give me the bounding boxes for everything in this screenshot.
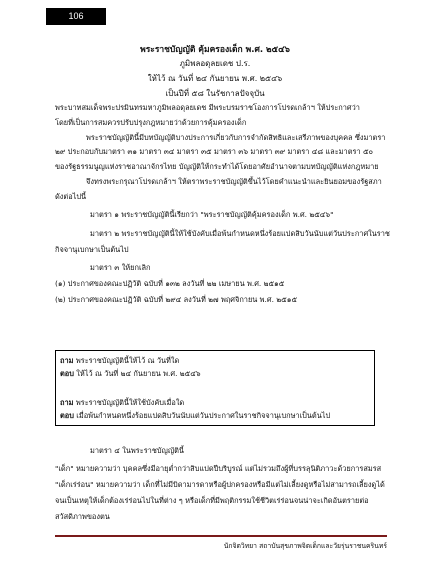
qa-answer-text: เมื่อพ้นกำหนดหนึ่งร้อยแปดสิบวันนับแต่วันประกาศในราชกิจจานุเบกษาเป็นต้นไป bbox=[76, 411, 331, 420]
qa-answer-text: ให้ไว้ ณ วันที่ ๒๔ กันยายน พ.ศ. ๒๕๔๖ bbox=[76, 369, 201, 378]
footer-text: นักจิตวิทยา สถาบันสุขภาพจิตเด็กและวัยรุ่นราชนครินทร์ bbox=[223, 542, 387, 550]
qa-question-text: พระราชบัญญัตินี้ให้ใช้บังคับเมื่อใด bbox=[75, 398, 185, 407]
king-name: ภูมิพลอดุลยเดช ป.ร. bbox=[179, 59, 251, 68]
qa-answer bbox=[60, 368, 201, 380]
preamble-line: พระราชบัญญัตินี้มีบทบัญญัติบางประการเกี่ยวกับการจำกัดสิทธิและเสรีภาพของบุคคล ซึ่งมาตรา bbox=[86, 133, 386, 142]
preamble-line: พระบาทสมเด็จพระปรมินทรมหาภูมิพลอดุลยเดช มีพระบรมราชโองการโปรดเกล้าฯ ให้ประกาศว่า bbox=[55, 103, 360, 112]
section-2-cont: กิจจานุเบกษาเป็นต้นไป bbox=[55, 245, 129, 254]
qa-question bbox=[60, 355, 179, 367]
section-3-item-2: (๒) ประกาศของคณะปฏิวัติ ฉบับที่ ๒๙๔ ลงวันที่ ๒๗ พฤศจิกายน พ.ศ. ๒๕๑๕ bbox=[55, 295, 298, 304]
qa-question-label: ถาม bbox=[60, 356, 74, 365]
act-title: พระราชบัญญัติ คุ้มครองเด็ก พ.ศ. ๒๕๔๖ bbox=[140, 45, 290, 55]
preamble-line: ดังต่อไปนี้ bbox=[55, 192, 87, 201]
footer-rule bbox=[55, 535, 387, 537]
preamble-line: ๒๙ ประกอบกับมาตรา ๓๑ มาตรา ๓๔ มาตรา ๓๕ มาตรา ๓๖ มาตรา ๓๙ มาตรา ๔๘ และมาตรา ๕๐ bbox=[55, 147, 374, 156]
qa-answer bbox=[60, 410, 330, 422]
section-3: มาตรา ๓ ให้ยกเลิก bbox=[90, 263, 151, 272]
page-number: 106 bbox=[46, 8, 106, 25]
qa-box bbox=[55, 350, 375, 426]
qa-answer-label: ตอบ bbox=[60, 411, 74, 420]
definition-line: "เด็กเร่ร่อน" หมายความว่า เด็กที่ไม่มีบิดามารดาหรือผู้ปกครองหรือมีแต่ไม่เลี้ยงดูหรือไม่สามารถเลี้ยงดูได้ bbox=[55, 480, 385, 489]
definition-line: "เด็ก" หมายความว่า บุคคลซึ่งมีอายุต่ำกว่าสิบแปดปีบริบูรณ์ แต่ไม่รวมถึงผู้ที่บรรลุนิติภาวะด้วยการสมรส bbox=[55, 464, 382, 473]
reign-year: เป็นปีที่ ๕๘ ในรัชกาลปัจจุบัน bbox=[165, 89, 265, 98]
preamble-line: โดยที่เป็นการสมควรปรับปรุงกฎหมายว่าด้วยการคุ้มครองเด็ก bbox=[55, 118, 247, 127]
section-3-item-1: (๑) ประกาศของคณะปฏิวัติ ฉบับที่ ๑๓๒ ลงวันที่ ๒๒ เมษายน พ.ศ. ๒๕๑๕ bbox=[55, 279, 285, 288]
preamble-line: ของรัฐธรรมนูญแห่งราชอาณาจักรไทย บัญญัติให้กระทำได้โดยอาศัยอำนาจตามบทบัญญัติแห่งกฎหมาย bbox=[55, 162, 379, 171]
section-2: มาตรา ๒ พระราชบัญญัตินี้ให้ใช้บังคับเมื่อพ้นกำหนดหนึ่งร้อยแปดสิบวันนับแต่วันประกาศในราช bbox=[90, 229, 390, 238]
qa-question-text: พระราชบัญญัตินี้ให้ไว้ ณ วันที่ใด bbox=[75, 356, 180, 365]
preamble-line: จึงทรงพระกรุณาโปรดเกล้าฯ ให้ตราพระราชบัญญัติขึ้นไว้โดยคำแนะนำและยินยอมของรัฐสภา bbox=[86, 177, 382, 186]
qa-question-label: ถาม bbox=[60, 398, 74, 407]
qa-answer-label: ตอบ bbox=[60, 369, 74, 378]
definition-line: จนเป็นเหตุให้เด็กต้องเร่ร่อนไปในที่ต่าง ๆ หรือเด็กที่มีพฤติกรรมใช้ชีวิตเร่ร่อนจนน่าจะเกิดอันตรายต่อ bbox=[55, 496, 369, 505]
section-1: มาตรา ๑ พระราชบัญญัตินี้เรียกว่า "พระราชบัญญัติคุ้มครองเด็ก พ.ศ. ๒๕๔๖" bbox=[90, 210, 334, 219]
definition-line: สวัสดิภาพของตน bbox=[55, 512, 110, 521]
given-date: ให้ไว้ ณ วันที่ ๒๔ กันยายน พ.ศ. ๒๕๔๖ bbox=[147, 74, 283, 83]
section-4: มาตรา ๔ ในพระราชบัญญัตินี้ bbox=[90, 446, 184, 455]
qa-question bbox=[60, 397, 184, 409]
